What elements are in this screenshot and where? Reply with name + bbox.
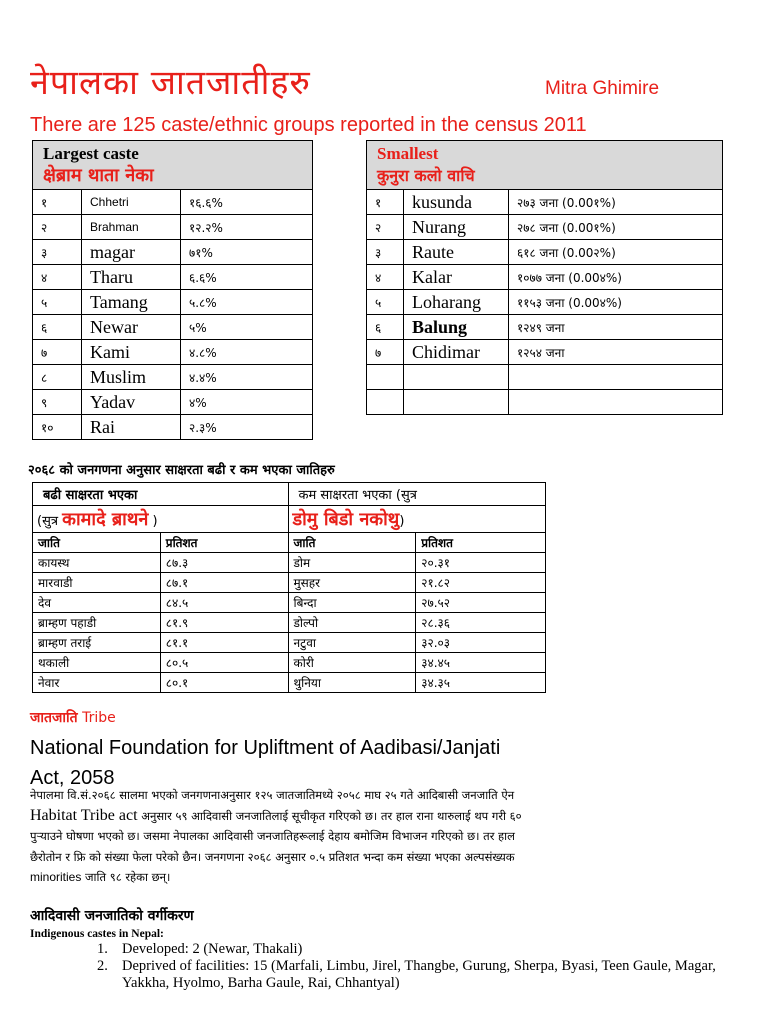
table-row <box>367 290 723 315</box>
para-text: अनुसार ५९ आदिवासी जनजातिलाई सूचीकृत गरिएको छ। तर हाल राना थारुलाई थप गरी ६० <box>137 808 522 823</box>
percent-cell: २८.३६ <box>416 613 546 633</box>
table-row <box>367 265 723 290</box>
table-row <box>33 390 313 415</box>
rank-cell: २ <box>33 215 82 240</box>
table-row <box>367 215 723 240</box>
percent-cell: १२.२% <box>181 215 313 240</box>
page-title: नेपालका जातजातीहरु <box>30 63 311 103</box>
rank-cell: ८ <box>33 365 82 390</box>
caste-cell: नेवार <box>33 673 161 693</box>
table-row <box>33 613 546 633</box>
tribe-paragraph <box>30 785 745 888</box>
percent-cell: २७.५२ <box>416 593 546 613</box>
rank-cell: ४ <box>367 265 404 290</box>
rank-cell: ७ <box>367 340 404 365</box>
classification-list <box>97 941 737 992</box>
rank-cell: ६ <box>33 315 82 340</box>
caste-name-cell: Kami <box>82 340 181 365</box>
percent-cell: ३४.३५ <box>416 673 546 693</box>
caste-cell: मारवाडी <box>33 573 161 593</box>
population-cell: १२४९ जना <box>509 315 723 340</box>
largest-caste-table <box>32 140 313 440</box>
caste-name-cell: Yadav <box>82 390 181 415</box>
largest-label: Largest caste <box>43 144 139 163</box>
caste-cell: मुसहर <box>288 573 416 593</box>
para-en-term: minorities <box>30 870 82 884</box>
caste-cell: थकाली <box>33 653 161 673</box>
list-text: Deprived of facilities: 15 (Marfali, Limbu, Jirel, Thangbe, Gurung, Sherpa, Byasi, Teen Gaule, Magar, Yakkha, Hyolmo, Barha Gaule, Rai, Chhantyal) <box>122 958 716 991</box>
rank-cell: २ <box>367 215 404 240</box>
table-row <box>33 215 313 240</box>
table-row <box>33 593 546 613</box>
low-formula-text: डोमु बिडो नकोथु <box>292 509 400 530</box>
caste-name-cell <box>404 390 509 415</box>
table-row <box>33 553 546 573</box>
rank-cell: १ <box>33 190 82 215</box>
percent-cell: ४.४% <box>181 365 313 390</box>
para-en-term: Habitat Tribe act <box>30 806 138 824</box>
rank-cell: ९ <box>33 390 82 415</box>
act-title-line1: National Foundation for Upliftment of Aadibasi/Janjati <box>30 737 501 759</box>
population-cell: ११५३ जना (0.00४%) <box>509 290 723 315</box>
formula-prefix: (सुत्र <box>37 514 63 529</box>
percent-cell: ७१% <box>181 240 313 265</box>
table-row <box>33 290 313 315</box>
table-row <box>33 265 313 290</box>
formula-suffix: ) <box>148 514 158 529</box>
caste-name-cell: Brahman <box>82 215 181 240</box>
caste-cell: देव <box>33 593 161 613</box>
largest-mnemonic: क्षेब्राम थाता नेका <box>43 165 154 186</box>
population-cell: २७८ जना (0.00१%) <box>509 215 723 240</box>
table-row <box>33 415 313 440</box>
table-row <box>33 315 313 340</box>
para-line <box>30 806 745 827</box>
author-name: Mitra Ghimire <box>545 78 660 99</box>
indigenous-subheading: Indigenous castes in Nepal: <box>30 928 164 940</box>
percent-cell: ८०.५ <box>160 653 288 673</box>
caste-name-cell: Rai <box>82 415 181 440</box>
table-row <box>367 365 723 390</box>
percent-cell: १६.६% <box>181 190 313 215</box>
percent-cell: ४% <box>181 390 313 415</box>
percent-cell: ८७.३ <box>160 553 288 573</box>
list-item <box>97 941 737 958</box>
rank-cell: ७ <box>33 340 82 365</box>
table-row <box>33 340 313 365</box>
caste-cell: नटुवा <box>288 633 416 653</box>
population-cell: १२५४ जना <box>509 340 723 365</box>
percent-cell: ५.८% <box>181 290 313 315</box>
table-row <box>33 673 546 693</box>
col-caste-low: जाति <box>288 533 416 553</box>
percent-cell: २.३% <box>181 415 313 440</box>
col-caste-high: जाति <box>33 533 161 553</box>
percent-cell: ८४.५ <box>160 593 288 613</box>
percent-cell: ४.८% <box>181 340 313 365</box>
caste-name-cell: Raute <box>404 240 509 265</box>
percent-cell: ३४.४५ <box>416 653 546 673</box>
table-row <box>33 190 313 215</box>
caste-cell: डोम <box>288 553 416 573</box>
percent-cell: २०.३१ <box>416 553 546 573</box>
literacy-heading: २०६८ को जनगणना अनुसार साक्षरता बढी र कम भएका जातिहरु <box>28 463 335 478</box>
literacy-table <box>32 482 546 693</box>
rank-cell: १० <box>33 415 82 440</box>
caste-name-cell: Chhetri <box>82 190 181 215</box>
high-literacy-formula <box>33 506 289 533</box>
table-row <box>33 653 546 673</box>
population-cell: २७३ जना (0.00१%) <box>509 190 723 215</box>
table-row <box>367 315 723 340</box>
tribe-heading <box>30 708 116 727</box>
census-note: There are 125 caste/ethnic groups reported in the census 2011 <box>30 114 587 136</box>
table-row <box>367 190 723 215</box>
para-line <box>30 867 745 888</box>
rank-cell: ३ <box>33 240 82 265</box>
rank-cell: १ <box>367 190 404 215</box>
low-literacy-formula <box>288 506 546 533</box>
formula-suffix: ) <box>399 514 405 529</box>
caste-name-cell: Kalar <box>404 265 509 290</box>
list-number: 2. <box>97 958 108 974</box>
table-row <box>33 240 313 265</box>
act-title <box>30 733 500 793</box>
tribe-label-np: जातजाति <box>30 710 78 726</box>
caste-cell: कोरी <box>288 653 416 673</box>
caste-name-cell: Loharang <box>404 290 509 315</box>
low-literacy-label: कम साक्षरता भएका (सुत्र <box>288 483 546 506</box>
rank-cell: ४ <box>33 265 82 290</box>
percent-cell: ८१.९ <box>160 613 288 633</box>
population-cell: ६१८ जना (0.00२%) <box>509 240 723 265</box>
high-formula-text: कामादे ब्राथने <box>62 509 149 530</box>
caste-name-cell: magar <box>82 240 181 265</box>
percent-cell: ८७.१ <box>160 573 288 593</box>
para-line: नेपालमा वि.सं.२०६८ सालमा भएको जनगणनाअनुसार १२५ जातजातिमध्ये २०५८ माघ २५ गते आदिबासी जनजाति ऐन <box>30 788 515 802</box>
rank-cell: ५ <box>33 290 82 315</box>
caste-name-cell: Muslim <box>82 365 181 390</box>
rank-cell: ५ <box>367 290 404 315</box>
percent-cell: ५% <box>181 315 313 340</box>
smallest-label: Smallest <box>377 144 439 163</box>
caste-name-cell: Newar <box>82 315 181 340</box>
table-row <box>33 365 313 390</box>
smallest-header <box>367 141 723 190</box>
high-literacy-label: बढी साक्षरता भएका <box>33 483 289 506</box>
caste-name-cell: Nurang <box>404 215 509 240</box>
percent-cell: ६.६% <box>181 265 313 290</box>
caste-name-cell: kusunda <box>404 190 509 215</box>
caste-cell: ब्राम्हण पहाडी <box>33 613 161 633</box>
caste-cell: बिन्दा <box>288 593 416 613</box>
caste-cell: ब्राम्हण तराई <box>33 633 161 653</box>
col-percent-low: प्रतिशत <box>416 533 546 553</box>
population-cell <box>509 390 723 415</box>
percent-cell: ८१.१ <box>160 633 288 653</box>
list-text: Developed: 2 (Newar, Thakali) <box>122 941 303 957</box>
table-row <box>367 240 723 265</box>
tribe-label-en: Tribe <box>82 710 116 726</box>
smallest-caste-table <box>366 140 723 415</box>
rank-cell <box>367 390 404 415</box>
rank-cell <box>367 365 404 390</box>
caste-cell: कायस्थ <box>33 553 161 573</box>
table-row <box>33 633 546 653</box>
caste-name-cell: Tamang <box>82 290 181 315</box>
list-number: 1. <box>97 941 108 957</box>
act-title-line2: Act, 2058 <box>30 767 115 789</box>
caste-cell: डोल्पो <box>288 613 416 633</box>
caste-name-cell: Tharu <box>82 265 181 290</box>
rank-cell: ६ <box>367 315 404 340</box>
percent-cell: ८०.१ <box>160 673 288 693</box>
col-percent-high: प्रतिशत <box>160 533 288 553</box>
population-cell <box>509 365 723 390</box>
smallest-mnemonic: कुनुरा कलो वाचि <box>377 166 475 185</box>
population-cell: १०७७ जना (0.00४%) <box>509 265 723 290</box>
caste-cell: थुनिया <box>288 673 416 693</box>
table-row <box>33 573 546 593</box>
caste-name-cell <box>404 365 509 390</box>
list-item <box>97 958 737 992</box>
table-row <box>367 340 723 365</box>
classification-heading: आदिवासी जनजातिको वर्गीकरण <box>30 908 194 924</box>
para-text: जाति ९८ रहेका छन्। <box>81 870 171 884</box>
percent-cell: ३२.०३ <box>416 633 546 653</box>
table-row <box>367 390 723 415</box>
largest-header <box>33 141 313 190</box>
caste-name-cell: Balung <box>404 315 509 340</box>
rank-cell: ३ <box>367 240 404 265</box>
para-line: पुऱ्याउने घोषणा भएको छ। जसमा नेपालका आदिवासी जनजातिहरूलाई देहाय बमोजिम विभाजन गरिएको छ। तर हाल <box>30 829 515 843</box>
caste-name-cell: Chidimar <box>404 340 509 365</box>
percent-cell: २१.८२ <box>416 573 546 593</box>
para-line: छैरोतोन र फ्रि को संख्या फेला परेको छैन। जनगणना २०६८ अनुसार ०.५ प्रतिशत भन्दा कम संख्या भएका अल्पसंख्यक <box>30 849 515 864</box>
